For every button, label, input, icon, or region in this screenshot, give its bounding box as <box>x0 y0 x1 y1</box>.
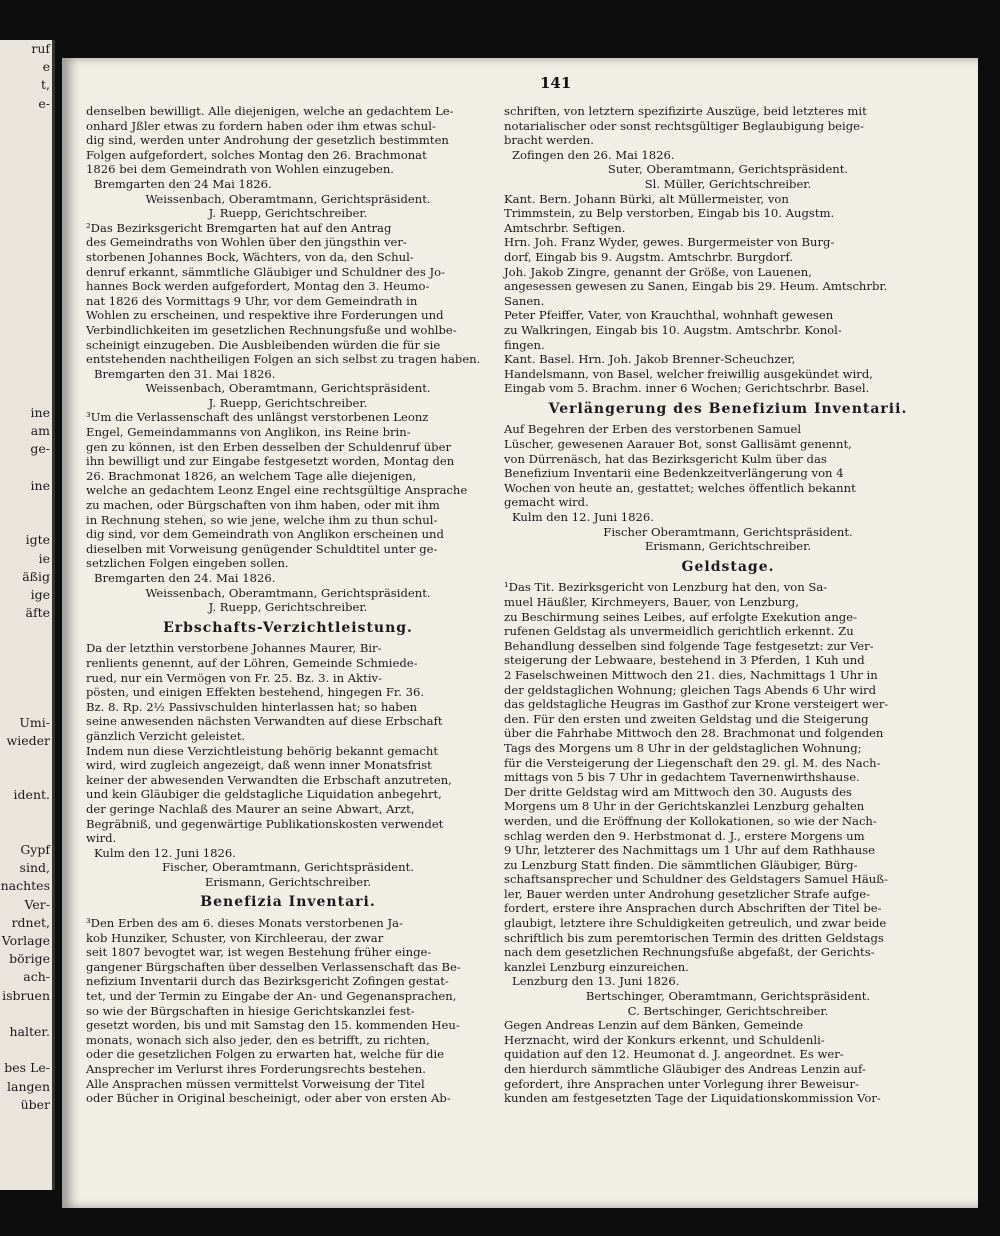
edge-fragment <box>0 258 52 276</box>
text-line: setzlichen Folgen eingeben sollen. <box>86 556 289 571</box>
edge-fragment <box>0 513 52 531</box>
page-number: 141 <box>540 74 572 92</box>
text-line: Der dritte Geldstag wird am Mittwoch den 30. Augusts des <box>504 784 852 799</box>
edge-fragment <box>0 659 52 677</box>
edge-fragment <box>0 167 52 185</box>
edge-fragment: ident. <box>13 787 50 803</box>
text-line: ¹Das Tit. Bezirksgericht von Lenzburg hat den, von Sa- <box>504 580 828 595</box>
text-line: Wochen von heute an, gestattet; welches öffentlich bekannt <box>504 480 856 495</box>
text-line: Kant. Basel. Hrn. Joh. Jakob Brenner-Scheuchzer, <box>504 352 796 367</box>
text-line: keiner der abwesenden Verwandten die Erbschaft anzutreten, <box>86 772 452 787</box>
left-column <box>86 104 490 1106</box>
edge-fragment: nachtes <box>0 878 50 894</box>
text-line: oder Bücher in Original bescheinigt, oder aber von ersten Ab- <box>86 1091 451 1106</box>
text-line: Tags des Morgens um 8 Uhr in der geldstaglichen Wohnung; <box>504 740 862 755</box>
signature-line: Fischer, Oberamtmann, Gerichtspräsident. <box>162 860 414 875</box>
text-line: Indem nun diese Verzichtleistung behörig bekannt gemacht <box>86 743 439 758</box>
text-line: gesetzt worden, bis und mit Samstag den 15. kommenden Heu- <box>86 1018 460 1033</box>
edge-fragment: ach- <box>23 969 50 985</box>
text-line: steigerung der Lebwaare, bestehend in 3 Pferden, 1 Kuh und <box>504 653 865 668</box>
text-line: Benefizium Inventarii eine Bedenkzeitverlängerung von 4 <box>504 466 844 481</box>
text-line: Engel, Gemeindammanns von Anglikon, ins Reine brin- <box>86 425 411 440</box>
edge-fragment <box>0 768 52 786</box>
edge-fragment: über <box>20 1096 50 1112</box>
edge-fragment: Gypf <box>20 841 50 857</box>
notice-paragraph <box>504 1018 952 1106</box>
text-line: wird, wird zugleich angezeigt, daß wenn inner Monatsfrist <box>86 758 432 773</box>
text-line: Amtschrbr. Seftigen. <box>504 220 626 235</box>
text-line: nat 1826 des Vormittags 9 Uhr, vor dem Gemeindrath in <box>86 293 418 308</box>
text-line: ihn bewilligt und zur Eingabe festgesetzt worden, Montag den <box>86 454 455 469</box>
text-line: Bz. 8. Rp. 2½ Passivschulden hinterlassen hat; so haben <box>86 699 418 714</box>
signature-line: Sl. Müller, Gerichtschreiber. <box>644 176 812 191</box>
signature-line: J. Ruepp, Gerichtschreiber. <box>208 206 368 221</box>
edge-fragment <box>0 459 52 477</box>
text-line: fordert, erstere ihre Ansprachen durch Abschriften der Titel be- <box>504 901 882 916</box>
place-date: Bremgarten den 24 Mai 1826. <box>94 176 272 191</box>
text-line: Kant. Bern. Johann Bürki, alt Müllermeister, von <box>504 191 789 206</box>
edge-fragment <box>0 204 52 222</box>
text-line: dorf, Eingab bis 9. Augstm. Amtschrbr. Burgdorf. <box>504 249 794 264</box>
text-line: von Dürrenäsch, hat das Bezirksgericht Kulm über das <box>504 451 827 466</box>
signature-line: Weissenbach, Oberamtmann, Gerichtspräsident. <box>145 381 431 396</box>
text-line: in Rechnung stehen, so wie jene, welche ihm zu thun schul- <box>86 512 438 527</box>
text-line: schriften, von letztern spezifizirte Auszüge, beid letzteres mit <box>504 104 867 118</box>
place-date: Lenzburg den 13. Juni 1826. <box>512 974 680 989</box>
edge-fragment: sind, <box>19 860 50 876</box>
text-line: Morgens um 8 Uhr in der Gerichtskanzlei Lenzburg gehalten <box>504 799 865 814</box>
text-line: kob Hunziker, Schuster, von Kirchleerau, der zwar <box>86 930 384 945</box>
edge-fragment: ie <box>38 550 50 566</box>
text-line: Herznacht, wird der Konkurs erkennt, und Schuldenli- <box>504 1032 825 1047</box>
text-line: oder die gesetzlichen Folgen zu erwarten hat, welche für die <box>86 1047 445 1062</box>
text-line: gänzlich Verzicht geleistet. <box>86 728 246 743</box>
edge-fragment <box>0 1005 52 1023</box>
notice-paragraph <box>86 410 490 571</box>
text-line: rued, nur ein Vermögen von Fr. 25. Bz. 3. in Aktiv- <box>86 670 382 685</box>
edge-fragment <box>0 695 52 713</box>
signature-line: Erismann, Gerichtschreiber. <box>644 539 812 554</box>
edge-fragment: Vorlage <box>1 932 50 948</box>
text-line: der geringe Nachlaß des Maurer an seine Abwart, Arzt, <box>86 801 415 816</box>
edge-fragment <box>0 295 52 313</box>
adjacent-page-edge <box>0 40 55 1190</box>
edge-fragment: Umi- <box>19 714 50 730</box>
edge-fragment <box>0 277 52 295</box>
section-heading: Benefizia Inventari. <box>200 894 376 911</box>
edge-fragment <box>0 331 52 349</box>
newspaper-page <box>62 58 978 1208</box>
text-line: und kein Gläubiger die geldstagliche Liquidation anbegehrt, <box>86 787 442 802</box>
text-line: Sanen. <box>504 293 545 308</box>
text-line: so wie der Bürgschaften in hiesige Gerichtskanzlei fest- <box>86 1003 415 1018</box>
edge-fragment: börige <box>9 951 50 967</box>
text-line: storbenen Johannes Bock, Wächters, von da, den Schul- <box>86 249 414 264</box>
text-line: muel Häußler, Kirchmeyers, Bauer, von Lenzburg, <box>504 595 799 609</box>
place-date: Kulm den 12. Juni 1826. <box>94 845 236 860</box>
signature-line: Bertschinger, Oberamtmann, Gerichtspräsident. <box>585 989 871 1004</box>
edge-fragment: rdnet, <box>11 914 50 930</box>
signature-line: Weissenbach, Oberamtmann, Gerichtspräsident. <box>145 585 431 600</box>
text-line: Lüscher, gewesenen Aarauer Bot, sonst Gallisämt genennt, <box>504 437 852 452</box>
text-line: Folgen aufgefordert, solches Montag den 26. Brachmonat <box>86 147 427 162</box>
signature-line: J. Ruepp, Gerichtschreiber. <box>208 395 368 410</box>
text-line: des Gemeindraths von Wohlen über den jüngsthin ver- <box>86 235 407 250</box>
canton-listings <box>504 192 952 396</box>
edge-fragment: ine <box>30 405 50 421</box>
text-line: zu Beschirmung seines Leibes, auf erfolgte Exekution ange- <box>504 609 857 624</box>
signature-line: C. Bertschinger, Gerichtschreiber. <box>627 1003 829 1018</box>
text-line: pösten, und einigen Effekten bestehend, hingegen Fr. 36. <box>86 685 425 700</box>
edge-fragment <box>0 368 52 386</box>
text-line: ³Den Erben des am 6. dieses Monats verstorbenen Ja- <box>86 916 403 931</box>
text-line: onhard Jßler etwas zu fordern haben oder ihm etwas schul- <box>86 118 436 133</box>
edge-fragment: ruf <box>31 41 50 56</box>
text-line: über die Fahrhabe Mittwoch den 28. Brachmonat und folgenden <box>504 726 884 741</box>
edge-fragment <box>0 386 52 404</box>
edge-fragment: äfte <box>25 605 50 621</box>
place-date: Kulm den 12. Juni 1826. <box>512 510 654 525</box>
notice-paragraph <box>504 580 952 974</box>
text-line: Behandlung desselben sind folgende Tage festgesetzt: zur Ver- <box>504 638 874 653</box>
text-line: Alle Ansprachen müssen vermittelst Vorweisung der Titel <box>86 1076 425 1091</box>
text-line: glaubigt, letztere ihre Schuldigkeiten getreulich, und zwar beide <box>504 916 887 931</box>
text-line: monats, wonach sich also jeder, den es betrifft, zu richten, <box>86 1032 430 1047</box>
notice-paragraph <box>86 916 490 1106</box>
text-line: hannes Bock werden aufgefordert, Montag den 3. Heumo- <box>86 279 430 294</box>
text-line: dieselben mit Vorweisung genügender Schuldtitel unter ge- <box>86 541 438 556</box>
edge-fragment: t, <box>41 77 50 93</box>
text-line: 26. Brachmonat 1826, an welchem Tage alle diejenigen, <box>86 468 417 483</box>
section-heading: Geldstage. <box>681 558 775 575</box>
edge-fragment: igte <box>25 532 50 548</box>
text-line: dig sind, vor dem Gemeindrath von Anglikon erscheinen und <box>86 527 444 542</box>
text-line: kunden am festgesetzten Tage der Liquidationskommission Vor- <box>504 1091 881 1106</box>
text-line: tet, und der Termin zu Eingabe der An- und Gegenansprachen, <box>86 989 457 1004</box>
text-line: rufenen Geldstag als unvermeidlich gerichtlich erkennt. Zu <box>504 624 854 639</box>
text-line: Verbindlichkeiten im gesetzlichen Rechnungsfuße und wohlbe- <box>86 322 457 337</box>
text-line: mittags von 5 bis 7 Uhr in gedachtem Tavernenwirthshause. <box>504 770 860 785</box>
text-line: werden, und die Eröffnung der Kollokationen, so wie der Nach- <box>504 813 877 828</box>
text-line: welche an gedachtem Leonz Engel eine rechtsgültige Ansprache <box>86 483 468 498</box>
text-line: notarialischer oder sonst rechtsgültiger Beglaubigung beige- <box>504 118 864 133</box>
text-line: ³Um die Verlassenschaft des unlängst verstorbenen Leonz <box>86 410 429 425</box>
signature-line: Erismann, Gerichtschreiber. <box>204 874 372 889</box>
text-line: für die Versteigerung der Liegenschaft den 29. gl. M. des Nach- <box>504 755 881 770</box>
lines-continued <box>504 104 952 148</box>
edge-fragment <box>0 186 52 204</box>
text-line: schlag werden den 9. Herbstmonat d. J., erstere Morgens um <box>504 828 865 843</box>
edge-fragment <box>0 222 52 240</box>
section-heading: Verlängerung des Benefizium Inventarii. <box>548 400 908 417</box>
text-line: den. Für den ersten und zweiten Geldstag und die Steigerung <box>504 711 869 726</box>
text-line: Hrn. Joh. Franz Wyder, gewes. Burgermeister von Burg- <box>504 235 835 250</box>
text-line: den hierdurch sämmtliche Gläubiger des Andreas Lenzin auf- <box>504 1062 866 1076</box>
text-line: quidation auf den 12. Heumonat d. J. angeordnet. Es wer- <box>504 1047 844 1062</box>
text-line: Eingab vom 5. Brachm. inner 6 Wochen; Gerichtschrbr. Basel. <box>504 381 870 396</box>
text-line: nach dem gesetzlichen Rechnungsfuße abgefaßt, der Gerichts- <box>504 945 875 960</box>
text-line: Auf Begehren der Erben des verstorbenen Samuel <box>504 422 802 437</box>
text-line: entstehenden nachtheiligen Folgen an sich selbst zu tragen haben. <box>86 352 481 367</box>
text-line: bracht werden. <box>504 133 594 148</box>
text-line: angesessen gewesen zu Sanen, Eingab bis 29. Heum. Amtschrbr. <box>504 279 888 294</box>
text-line: schriftlich bis zum peremtorischen Termin des dritten Geldstags <box>504 930 884 945</box>
text-line: zu machen, oder Bürgschaften von ihm haben, oder mit ihm <box>86 498 440 513</box>
text-line: 9 Uhr, letzterer des Nachmittags um 1 Uhr auf dem Rathhause <box>504 843 876 858</box>
edge-fragment: ge- <box>30 441 50 457</box>
signature-line: Suter, Oberamtmann, Gerichtspräsident. <box>607 162 849 177</box>
text-line: Handelsmann, von Basel, welcher freiwillig ausgekündet wird, <box>504 366 873 381</box>
edge-fragment <box>0 750 52 768</box>
edge-fragment: Ver- <box>24 896 50 912</box>
edge-fragment <box>0 495 52 513</box>
text-line: gemacht wird. <box>504 495 589 510</box>
text-line: kanzlei Lenzburg einzureichen. <box>504 959 689 974</box>
text-line: Peter Pfeiffer, Vater, von Krauchthal, wohnhaft gewesen <box>504 308 834 323</box>
signature-line: Weissenbach, Oberamtmann, Gerichtspräsident. <box>145 191 431 206</box>
text-line: der geldstaglichen Wohnung; gleichen Tags Abends 6 Uhr wird <box>504 682 877 697</box>
text-line: ²Das Bezirksgericht Bremgarten hat auf den Antrag <box>86 220 392 235</box>
text-line: Ansprecher im Verlurst ihres Forderungsrechts bestehen. <box>86 1062 426 1076</box>
edge-fragment: ige <box>30 587 50 603</box>
text-line: Joh. Jakob Zingre, genannt der Größe, von Lauenen, <box>504 264 812 279</box>
edge-fragment <box>0 823 52 841</box>
text-line: Trimmstein, zu Belp verstorben, Eingab bis 10. Augstm. <box>504 206 835 221</box>
text-line: Begräbniß, und gegenwärtige Publikationskosten verwendet <box>86 816 444 831</box>
text-line: Da der letzthin verstorbene Johannes Maurer, Bir- <box>86 641 382 656</box>
text-line: gen zu können, ist den Erben desselben der Schuldenruf über <box>86 439 452 454</box>
edge-fragment <box>0 113 52 131</box>
text-line: dig sind, werden unter Androhung der gesetzlich bestimmten <box>86 133 449 148</box>
text-line: scheinigt einzugeben. Die Ausbleibenden würden die für sie <box>86 337 441 352</box>
edge-fragment <box>0 623 52 641</box>
edge-fragment: wieder <box>6 732 50 748</box>
text-line: gefordert, ihre Ansprachen unter Vorlegung ihrer Beweisur- <box>504 1076 859 1091</box>
signature-line: Fischer Oberamtmann, Gerichtspräsident. <box>603 524 853 539</box>
lines-intro <box>86 104 490 177</box>
text-line: denselben bewilligt. Alle diejenigen, welche an gedachtem Le- <box>86 104 454 118</box>
text-line: 1826 bei dem Gemeindrath von Wohlen einzugeben. <box>86 162 394 177</box>
text-line: denruf erkannt, sämmtliche Gläubiger und Schuldner des Jo- <box>86 264 446 279</box>
text-line: seine anwesenden nächsten Verwandten auf diese Erbschaft <box>86 714 443 729</box>
text-line: ler, Bauer werden unter Androhung gesetzlicher Strafe aufge- <box>504 886 871 901</box>
text-line: renlients genennt, auf der Löhren, Gemeinde Schmiede- <box>86 655 418 670</box>
text-line: schaftsansprecher und Schuldner des Geldstagers Samuel Häuß- <box>504 872 888 887</box>
edge-fragment <box>0 313 52 331</box>
text-line: gangener Bürgschaften über desselben Verlassenschaft das Be- <box>86 959 461 974</box>
notice-paragraph <box>86 221 490 367</box>
text-line: zu Walkringen, Eingab bis 10. Augstm. Amtschrbr. Konol- <box>504 322 842 337</box>
edge-fragment <box>0 240 52 258</box>
edge-fragment <box>0 641 52 659</box>
edge-fragment <box>0 677 52 695</box>
right-column <box>504 104 952 1106</box>
text-line: fingen. <box>504 337 545 352</box>
notice-paragraph <box>86 641 490 845</box>
text-line: Wohlen zu erscheinen, und respektive ihre Forderungen und <box>86 308 444 323</box>
section-heading: Erbschafts-Verzichtleistung. <box>163 619 413 636</box>
notice-paragraph <box>504 422 952 510</box>
place-date: Bremgarten den 24. Mai 1826. <box>94 571 276 585</box>
signature-line: J. Ruepp, Gerichtschreiber. <box>208 600 368 615</box>
edge-fragment <box>0 1041 52 1059</box>
text-line: zu Lenzburg Statt finden. Die sämmtlichen Gläubiger, Bürg- <box>504 857 858 872</box>
edge-fragment: e- <box>38 95 50 111</box>
edge-fragment: bes Le- <box>4 1060 50 1076</box>
place-date: Zofingen den 26. Mai 1826. <box>512 147 675 162</box>
edge-fragment: isbruen <box>2 987 50 1003</box>
edge-fragment: ine <box>30 477 50 493</box>
edge-fragment: e <box>42 59 50 75</box>
text-line: wird. <box>86 831 117 846</box>
edge-fragment <box>0 149 52 167</box>
edge-fragment <box>0 131 52 149</box>
text-line: seit 1807 bevogtet war, ist wegen Bestehung früher einge- <box>86 945 432 960</box>
edge-fragment: äßig <box>22 568 50 584</box>
place-date: Bremgarten den 31. Mai 1826. <box>94 366 276 381</box>
edge-fragment: am <box>30 423 50 439</box>
edge-fragment <box>0 349 52 367</box>
text-line: 2 Faselschweinen Mittwoch den 21. dies, Nachmittags 1 Uhr in <box>504 667 878 682</box>
edge-fragment: halter. <box>9 1023 50 1039</box>
edge-fragment <box>0 805 52 823</box>
text-line: das geldstagliche Heugras im Gasthof zur Krone versteigert wer- <box>504 697 889 712</box>
text-line: nefizium Inventarii durch das Bezirksgericht Zofingen gestat- <box>86 974 449 989</box>
edge-fragment: langen <box>7 1078 50 1094</box>
text-line: Gegen Andreas Lenzin auf dem Bänken, Gemeinde <box>504 1018 804 1033</box>
